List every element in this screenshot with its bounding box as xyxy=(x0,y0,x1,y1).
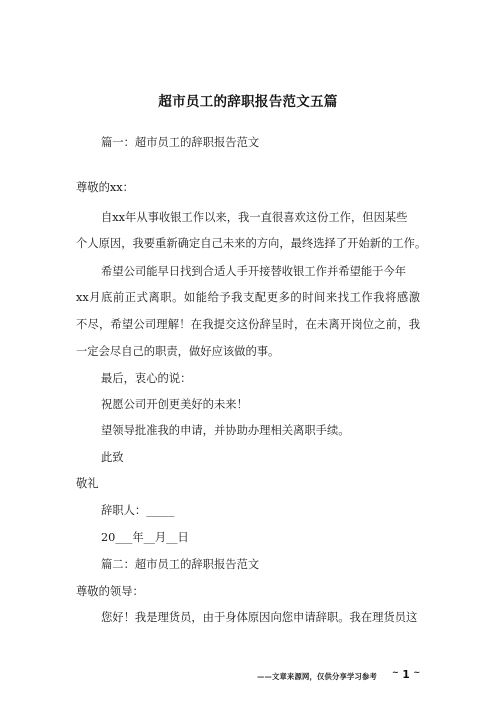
section-heading-1: 篇一：超市员工的辞职报告范文 xyxy=(101,136,260,149)
section-heading-2: 篇二：超市员工的辞职报告范文 xyxy=(101,558,260,571)
date-line: 20___年__月__日 xyxy=(101,531,189,544)
signature-line: 辞职人：_____ xyxy=(101,504,175,517)
closing-line: 此致 xyxy=(101,451,124,464)
salutation-2: 尊敬的领导： xyxy=(76,585,144,598)
paragraph-line: 自xx年从事收银工作以来，我一直很喜欢这份工作，但因某些 xyxy=(101,211,408,224)
paragraph-line: 一定会尽自己的职责，做好应该做的事。 xyxy=(76,345,280,358)
paragraph-line: 最后，衷心的说： xyxy=(101,372,192,385)
paragraph-line: xx月底前正式离职。如能给予我支配更多的时间来找工作我将感激 xyxy=(76,291,420,304)
paragraph-line: 您好！我是理货员，由于身体原因向您申请辞职。我在理货员这 xyxy=(101,611,418,624)
page-number-value: 1 xyxy=(402,669,410,681)
salutation-1: 尊敬的xx： xyxy=(76,181,134,194)
tilde-right: ~ xyxy=(413,668,421,677)
paragraph-line: 不尽，希望公司理解！在我提交这份辞呈时，在未离开岗位之前，我 xyxy=(76,318,420,331)
paragraph-line: 望领导批准我的申请，并协助办理相关离职手续。 xyxy=(101,424,350,437)
footer-source-note: ——文章来源网，仅供分享学习参考 xyxy=(257,672,377,681)
page-number xyxy=(392,668,420,681)
tilde-left: ~ xyxy=(392,668,399,677)
closing-line: 敬礼 xyxy=(76,477,99,490)
paragraph-line: 祝愿公司开创更美好的未来！ xyxy=(101,398,248,411)
document-title: 超市员工的辞职报告范文五篇 xyxy=(158,94,338,110)
paragraph-line: 希望公司能早日找到合适人手开接替收银工作并希望能于今年 xyxy=(101,265,407,278)
paragraph-line: 个人原因，我要重新确定自己未来的方向，最终选择了开始新的工作。 xyxy=(76,237,427,250)
